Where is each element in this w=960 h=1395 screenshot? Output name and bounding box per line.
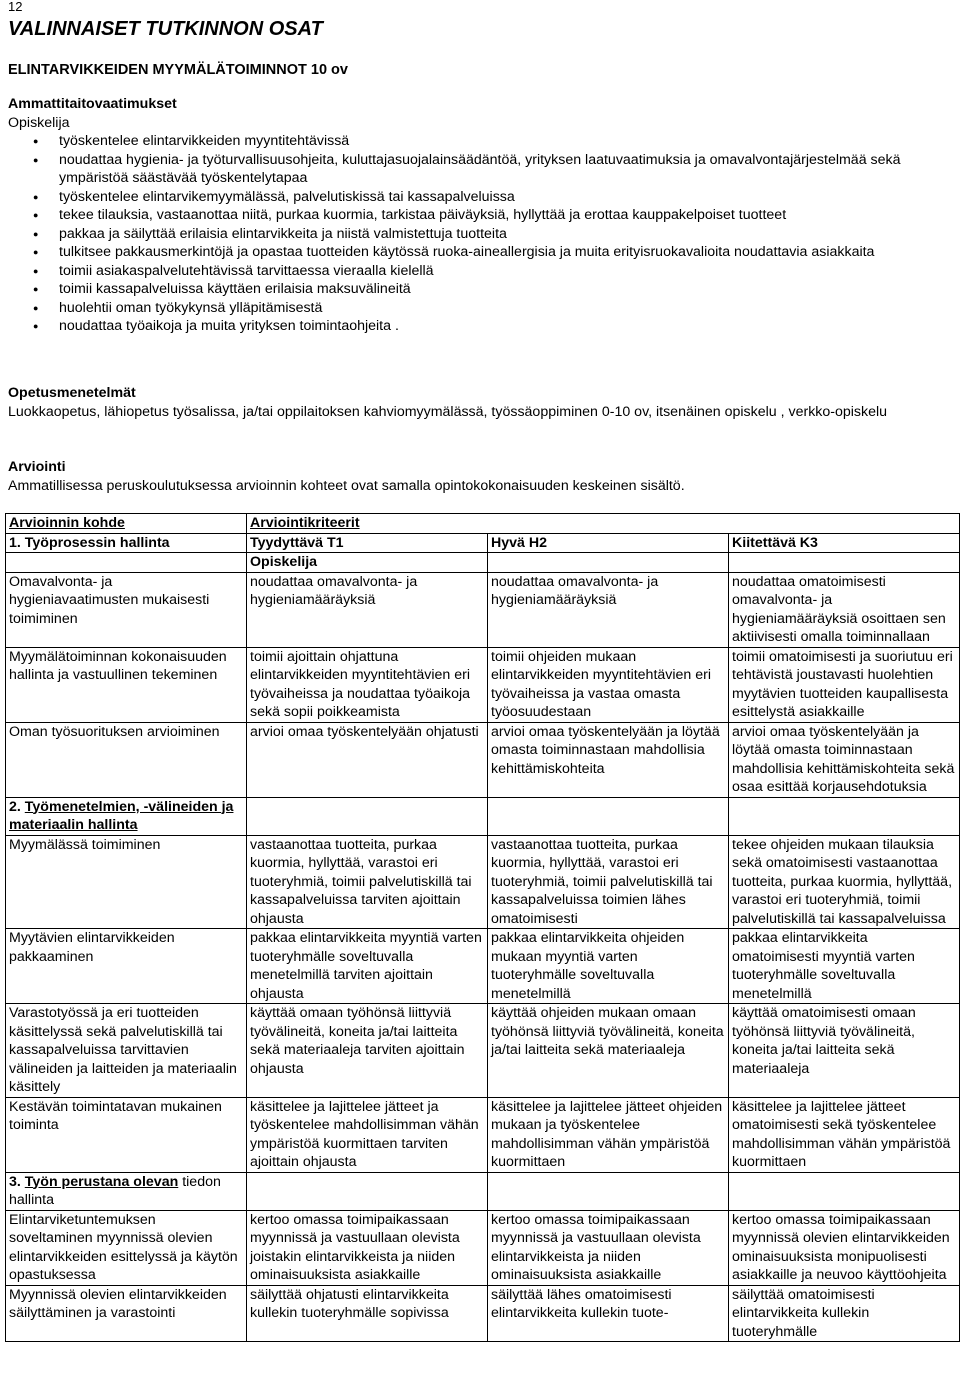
empty-cell bbox=[488, 553, 729, 573]
empty-cell bbox=[729, 797, 960, 835]
row-h2: arvioi omaa työskentelyään ja löytää omasta toiminnastaan mahdollisia kehittämiskohteita bbox=[488, 722, 729, 797]
table-row bbox=[6, 835, 960, 929]
empty-cell bbox=[6, 553, 247, 573]
section-2-label bbox=[6, 797, 247, 835]
page-number: 12 bbox=[8, 0, 23, 14]
row-target: Myymälätoiminnan kokonaisuuden hallinta ja vastuullinen tekeminen bbox=[6, 647, 247, 722]
row-k3: säilyttää omatoimisesti elintarvikkeita kullekin tuoteryhmälle bbox=[729, 1285, 960, 1342]
row-target: Varastotyössä ja eri tuotteiden käsittelyssä sekä palvelutiskillä tai kassapalveluissa tarvittavien välineiden ja laitteiden ja materiaalin käsittely bbox=[6, 1004, 247, 1098]
competence-item: ● tulkitsee pakkausmerkintöjä ja opastaa tuotteiden käytössä ruoka-aineallergisia ja muita erityisruokavalioita noudattavia asiakkaita bbox=[8, 243, 952, 262]
empty-cell bbox=[729, 1172, 960, 1210]
levels-row bbox=[6, 533, 960, 553]
row-h2: pakkaa elintarvikkeita ohjeiden mukaan myyntiä varten tuoteryhmälle soveltuvalla menetelmillä bbox=[488, 929, 729, 1004]
competence-heading: Ammattitaitovaatimukset bbox=[8, 96, 177, 112]
row-k3: kertoo omassa toimipaikassaan myynnissä olevien elintarvikkeiden ominaisuuksista monipuolisesti asiakkaille ja neuvoo käyttöohjeita bbox=[729, 1210, 960, 1285]
methods-heading: Opetusmenetelmät bbox=[8, 385, 136, 401]
empty-cell bbox=[488, 1172, 729, 1210]
competence-item: ● työskentelee elintarvikemyymälässä, palvelutiskissä tai kassapalveluissa bbox=[8, 188, 952, 207]
competence-item: ● pakkaa ja säilyttää erilaisia elintarvikkeita ja niistä valmistettuja tuotteita bbox=[8, 225, 952, 244]
empty-cell bbox=[247, 797, 488, 835]
row-target: Kestävän toimintatavan mukainen toiminta bbox=[6, 1097, 247, 1172]
row-t1: käyttää omaan työhönsä liittyviä työvälineitä, koneita ja/tai laitteita sekä materiaaleja tarviten ajoittain ohjausta bbox=[247, 1004, 488, 1098]
row-h2: toimii ohjeiden mukaan elintarvikkeiden myyntitehtävien eri työvaiheissa ja vastaa omasta työosuudestaan bbox=[488, 647, 729, 722]
section-3-title: Työn perustana olevan bbox=[24, 1173, 179, 1190]
page-title: VALINNAISET TUTKINNON OSAT bbox=[8, 18, 323, 40]
section-3-rest: tiedon hallinta bbox=[9, 1173, 221, 1208]
row-h2: noudattaa omavalvonta- ja hygieniamääräyksiä bbox=[488, 572, 729, 647]
row-t1: käsittelee ja lajittelee jätteet ja työskentelee mahdollisimman vähän ympäristöä kuormittaen tarviten ajoittain ohjausta bbox=[247, 1097, 488, 1172]
row-target: Elintarviketuntemuksen soveltaminen myynnissä olevien elintarvikkeiden esittelyssä ja käytön opastuksessa bbox=[6, 1210, 247, 1285]
col-criteria-header: Arviointikriteerit bbox=[247, 514, 960, 534]
assessment-text: Ammatillisessa peruskoulutuksessa arvioinnin kohteet ovat samalla opintokokonaisuuden keskeinen sisältö. bbox=[8, 477, 685, 494]
table-row bbox=[6, 929, 960, 1004]
row-target: Omavalvonta- ja hygieniavaatimusten mukaisesti toimiminen bbox=[6, 572, 247, 647]
table-row bbox=[6, 572, 960, 647]
competence-item: ● toimii kassapalveluissa käyttäen erilaisia maksuvälineitä bbox=[8, 280, 952, 299]
competence-item: ● toimii asiakaspalvelutehtävissä tarvittaessa vieraalla kielellä bbox=[8, 262, 952, 281]
table-row bbox=[6, 1285, 960, 1342]
criteria-table bbox=[5, 513, 960, 1342]
student-row bbox=[6, 553, 960, 573]
row-k3: käyttää omatoimisesti omaan työhönsä liittyviä työvälineitä, koneita ja/tai laitteita sekä materiaaleja bbox=[729, 1004, 960, 1098]
row-k3: noudattaa omatoimisesti omavalvonta- ja hygieniamääräyksiä osoittaen sen aktiivisesti omalla toiminnallaan bbox=[729, 572, 960, 647]
table-row bbox=[6, 647, 960, 722]
col-target-header: Arvioinnin kohde bbox=[6, 514, 247, 534]
row-target: Myynnissä olevien elintarvikkeiden säilyttäminen ja varastointi bbox=[6, 1285, 247, 1342]
section-1-label: 1. Työprosessin hallinta bbox=[6, 533, 247, 553]
row-k3: toimii omatoimisesti ja suoriutuu eri tehtävistä joustavasti huolehtien myytävien tuotteiden kaupallisesta esittelystä asiakkaille bbox=[729, 647, 960, 722]
section-2-number: 2. bbox=[9, 798, 25, 815]
row-k3: pakkaa elintarvikkeita omatoimisesti myyntiä varten tuoteryhmälle soveltuvalla menetelmillä bbox=[729, 929, 960, 1004]
row-h2: säilyttää lähes omatoimisesti elintarvikkeita kullekin tuote- bbox=[488, 1285, 729, 1342]
competence-item: ● noudattaa hygienia- ja työturvallisuusohjeita, kuluttajasuojalainsäädäntöä, yrityksen laatuvaatimuksia ja omavalvontajärjestelmää sekä ympäristöä säästävää työskentelytapaa bbox=[8, 151, 952, 188]
table-header-row bbox=[6, 514, 960, 534]
assessment-section bbox=[8, 458, 952, 495]
table-row bbox=[6, 1210, 960, 1285]
level-h2: Hyvä H2 bbox=[488, 533, 729, 553]
row-target: Myytävien elintarvikkeiden pakkaaminen bbox=[6, 929, 247, 1004]
competence-item: ● noudattaa työaikoja ja muita yrityksen toimintaohjeita . bbox=[8, 317, 952, 336]
empty-cell bbox=[488, 797, 729, 835]
student-label: Opiskelija bbox=[247, 553, 488, 573]
row-t1: toimii ajoittain ohjattuna elintarvikkeiden myyntitehtävien eri työvaiheissa ja noudattaa työaikoja sekä sopii poikkeamista bbox=[247, 647, 488, 722]
row-k3: arvioi omaa työskentelyään ja löytää omasta toiminnastaan mahdollisia kehittämiskohteita sekä osaa esittää korjausehdotuksia bbox=[729, 722, 960, 797]
row-h2: käyttää ohjeiden mukaan omaan työhönsä liittyviä työvälineitä, koneita ja/tai laitteita sekä materiaaleja bbox=[488, 1004, 729, 1098]
competence-item: ● työskentelee elintarvikkeiden myyntitehtävissä bbox=[8, 132, 952, 151]
row-t1: arvioi omaa työskentelyään ohjatusti bbox=[247, 722, 488, 797]
section-3-label bbox=[6, 1172, 247, 1210]
empty-cell bbox=[729, 553, 960, 573]
competence-section bbox=[8, 95, 952, 336]
level-k3: Kiitettävä K3 bbox=[729, 533, 960, 553]
row-h2: vastaanottaa tuotteita, purkaa kuormia, hyllyttää, varastoi eri tuoteryhmiä, toimii palvelutiskillä tai kassapalveluissa toimien lähes omatoimisesti bbox=[488, 835, 729, 929]
table-row bbox=[6, 1004, 960, 1098]
row-t1: pakkaa elintarvikkeita myyntiä varten tuoteryhmälle soveltuvalla menetelmillä tarviten ajoittain ohjausta bbox=[247, 929, 488, 1004]
competence-item: ● tekee tilauksia, vastaanottaa niitä, purkaa kuormia, tarkistaa päiväyksiä, hyllyttää ja erottaa kauppakelpoiset tuotteet bbox=[8, 206, 952, 225]
row-k3: käsittelee ja lajittelee jätteet omatoimisesti sekä työskentelee mahdollisimman vähän ympäristöä kuormittaen bbox=[729, 1097, 960, 1172]
level-t1: Tyydyttävä T1 bbox=[247, 533, 488, 553]
section-3-row bbox=[6, 1172, 960, 1210]
row-t1: säilyttää ohjatusti elintarvikkeita kullekin tuoteryhmälle sopivissa bbox=[247, 1285, 488, 1342]
row-target: Myymälässä toimiminen bbox=[6, 835, 247, 929]
module-title: ELINTARVIKKEIDEN MYYMÄLÄTOIMINNOT 10 ov bbox=[8, 62, 348, 78]
row-h2: kertoo omassa toimipaikassaan myynnissä ja vastuullaan olevista elintarvikkeista ja niiden ominaisuuksista asiakkaille bbox=[488, 1210, 729, 1285]
competence-list bbox=[8, 132, 952, 336]
section-2-title: Työmenetelmien, -välineiden ja materiaalin hallinta bbox=[9, 798, 234, 833]
methods-text: Luokkaopetus, lähiopetus työsalissa, ja/tai oppilaitoksen kahviomyymälässä, työssäoppiminen 0-10 ov, itsenäinen opiskelu , verkko-opiskelu bbox=[8, 403, 888, 420]
section-2-row bbox=[6, 797, 960, 835]
row-t1: kertoo omassa toimipaikassaan myynnissä ja vastuullaan olevista joistakin elintarvikkeista ja niiden ominaisuuksista asiakkaille bbox=[247, 1210, 488, 1285]
table-row bbox=[6, 722, 960, 797]
row-t1: vastaanottaa tuotteita, purkaa kuormia, hyllyttää, varastoi eri tuoteryhmiä, toimii palvelutiskillä tai kassapalveluissa tarviten ajoittain ohjausta bbox=[247, 835, 488, 929]
row-t1: noudattaa omavalvonta- ja hygieniamääräyksiä bbox=[247, 572, 488, 647]
section-3-number: 3. bbox=[9, 1173, 25, 1190]
empty-cell bbox=[247, 1172, 488, 1210]
assessment-heading: Arviointi bbox=[8, 459, 66, 475]
table-row bbox=[6, 1097, 960, 1172]
methods-section bbox=[8, 384, 952, 421]
competence-item: ● huolehtii oman työkykynsä ylläpitämisestä bbox=[8, 299, 952, 318]
competence-intro: Opiskelija bbox=[8, 114, 70, 131]
row-target: Oman työsuorituksen arvioiminen bbox=[6, 722, 247, 797]
row-k3: tekee ohjeiden mukaan tilauksia sekä omatoimisesti vastaanottaa tuotteita, purkaa kuormia, hyllyttää, varastoi eri tuoteryhmiä, toimii palvelutiskillä tai kassapalveluissa bbox=[729, 835, 960, 929]
row-h2: käsittelee ja lajittelee jätteet ohjeiden mukaan ja työskentelee mahdollisimman vähän ympäristöä kuormittaen bbox=[488, 1097, 729, 1172]
